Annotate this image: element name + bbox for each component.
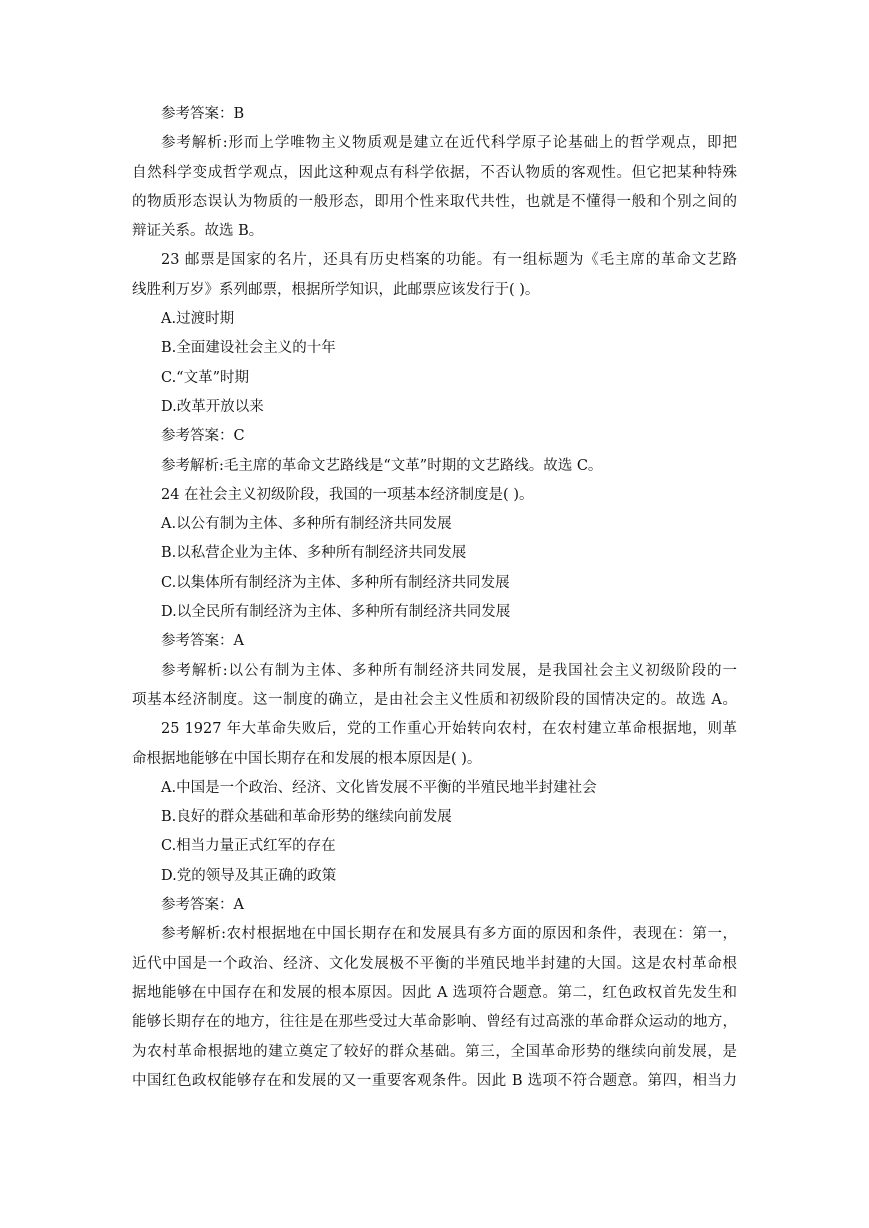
text-line: C.以集体所有制经济为主体、多种所有制经济共同发展 xyxy=(161,574,510,591)
text-line: A.以公有制为主体、多种所有制经济共同发展 xyxy=(161,516,452,533)
text-line: 25 1927 年大革命失败后，党的工作重心开始转向农村，在农村建立革命根据地，则革 xyxy=(161,721,737,738)
text-line: D.改革开放以来 xyxy=(161,398,264,415)
text-line: B.良好的群众基础和革命形势的继续向前发展 xyxy=(161,809,452,826)
text-line: 24 在社会主义初级阶段，我国的一项基本经济制度是( )。 xyxy=(161,486,534,503)
text-line: 命根据地能够在中国长期存在和发展的根本原因是( )。 xyxy=(132,750,482,767)
text-line: 自然科学变成哲学观点，因此这种观点有科学依据，不否认物质的客观性。但它把某种特殊 xyxy=(132,164,737,181)
text-line: C.相当力量正式红军的存在 xyxy=(161,838,336,855)
text-line: 参考解析:以公有制为主体、多种所有制经济共同发展，是我国社会主义初级阶段的一 xyxy=(161,662,737,679)
text-line: 参考答案：C xyxy=(161,428,245,445)
text-line: C.“文革”时期 xyxy=(161,369,250,386)
text-line: 参考答案：B xyxy=(161,106,245,122)
text-line: D.以全民所有制经济为主体、多种所有制经济共同发展 xyxy=(161,604,511,621)
text-line: 23 邮票是国家的名片，还具有历史档案的功能。有一组标题为《毛主席的革命文艺路 xyxy=(161,252,737,269)
text-line: 能够长期存在的地方，往往是在那些受过大革命影响、曾经有过高涨的革命群众运动的地方， xyxy=(132,1014,737,1031)
text-line: 参考解析:毛主席的革命文艺路线是“文革”时期的文艺路线。故选 C。 xyxy=(161,457,603,474)
text-line: 中国红色政权能够存在和发展的又一重要客观条件。因此 B 选项不符合题意。第四，相当力 xyxy=(132,1072,737,1089)
text-line: B.以私营企业为主体、多种所有制经济共同发展 xyxy=(161,545,467,562)
text-line: 参考答案：A xyxy=(161,897,244,914)
text-line: 近代中国是一个政治、经济、文化发展极不平衡的半殖民地半封建的大国。这是农村革命根 xyxy=(132,955,737,972)
document-page xyxy=(132,100,737,1096)
text-line: 辩证关系。故选 B。 xyxy=(132,223,264,240)
text-line: 参考解析:农村根据地在中国长期存在和发展具有多方面的原因和条件，表现在：第一， xyxy=(161,926,737,943)
text-line: 线胜利万岁》系列邮票，根据所学知识，此邮票应该发行于( )。 xyxy=(132,281,540,298)
text-line: A.过渡时期 xyxy=(161,311,235,328)
text-line: 为农村革命根据地的建立奠定了较好的群众基础。第三，全国革命形势的继续向前发展，是 xyxy=(132,1043,737,1060)
text-line: D.党的领导及其正确的政策 xyxy=(161,867,337,884)
text-line: A.中国是一个政治、经济、文化皆发展不平衡的半殖民地半封建社会 xyxy=(161,779,597,796)
text-line: 参考答案：A xyxy=(161,633,244,650)
text-line: 据地能够在中国存在和发展的根本原因。因此 A 选项符合题意。第二，红色政权首先发生和 xyxy=(132,984,737,1001)
text-line: 的物质形态误认为物质的一般形态，即用个性来取代共性，也就是不懂得一般和个别之间的 xyxy=(132,193,737,210)
text-line: 参考解析:形而上学唯物主义物质观是建立在近代科学原子论基础上的哲学观点，即把 xyxy=(161,135,737,152)
text-line: B.全面建设社会主义的十年 xyxy=(161,340,336,357)
text-line: 项基本经济制度。这一制度的确立，是由社会主义性质和初级阶段的国情决定的。故选 A。 xyxy=(132,691,737,708)
